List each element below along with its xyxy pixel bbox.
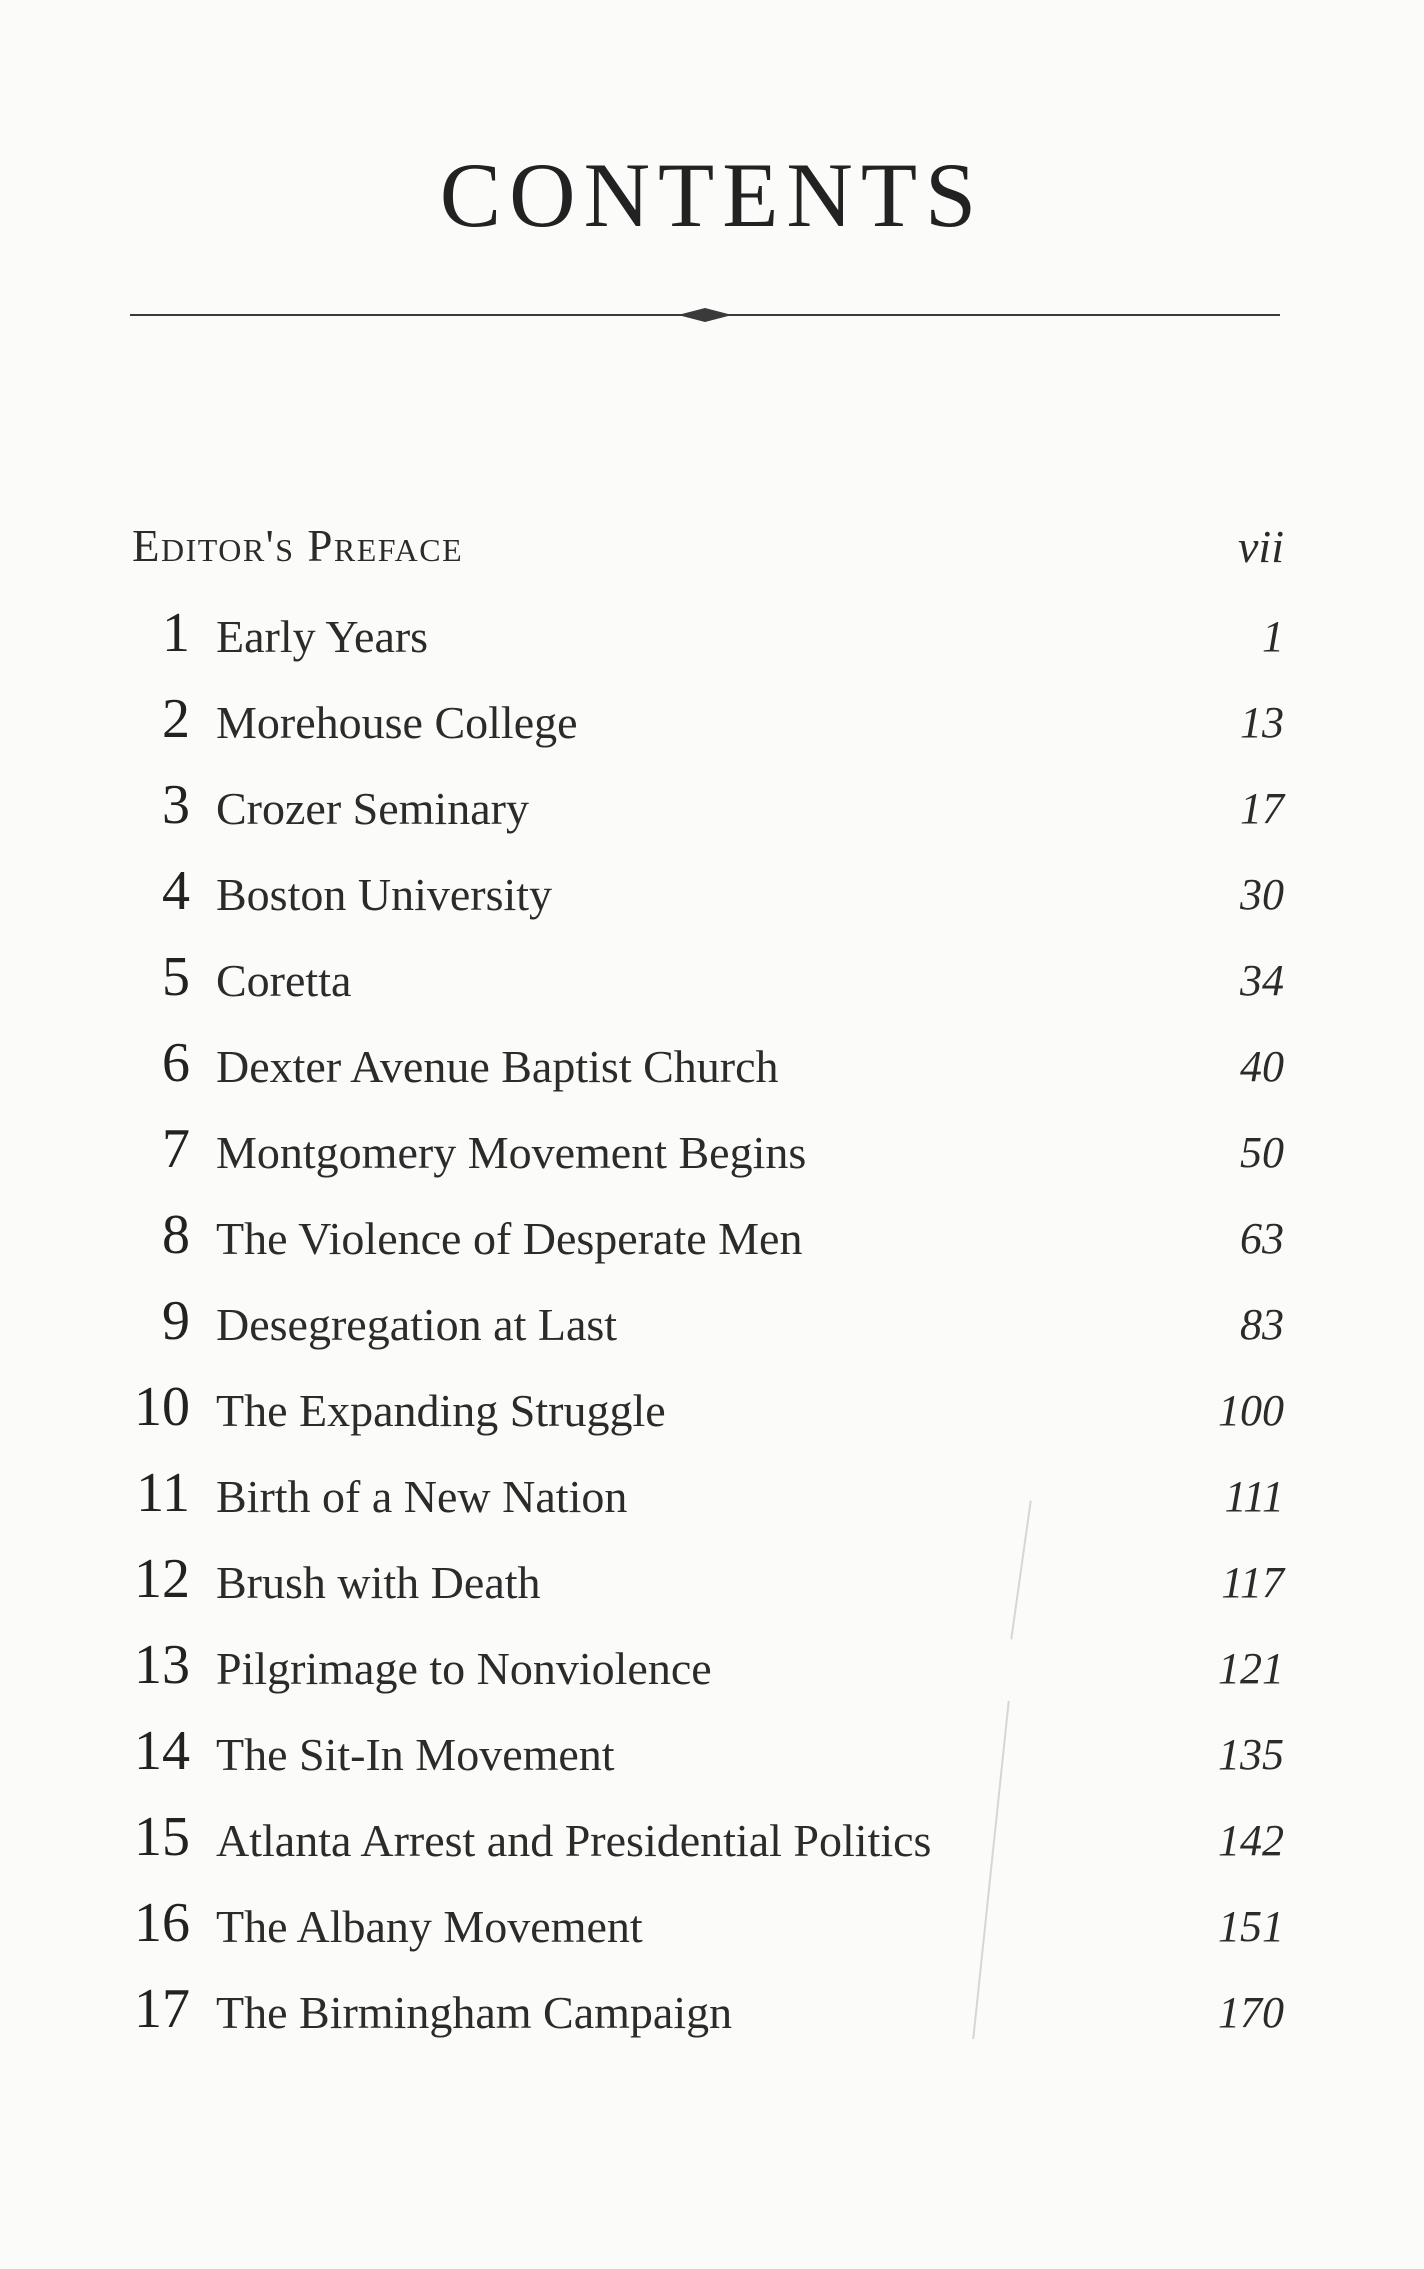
chapter-title: Montgomery Movement Begins <box>216 1127 807 1178</box>
chapter-number: 7 <box>162 1118 190 1180</box>
chapter-page-number: 40 <box>1240 1042 1284 1091</box>
chapter-page-number: 151 <box>1218 1902 1284 1951</box>
chapter-title: Desegregation at Last <box>216 1299 618 1350</box>
toc-chapter-entry[interactable] <box>120 1804 1284 1874</box>
chapter-title: The Albany Movement <box>216 1901 643 1952</box>
toc-preface-entry[interactable] <box>132 520 1284 580</box>
chapter-title: The Expanding Struggle <box>216 1385 666 1436</box>
chapter-number: 1 <box>162 602 190 664</box>
ornamental-rule <box>130 308 1280 322</box>
chapter-title: The Birmingham Campaign <box>216 1987 733 2038</box>
chapter-title: Crozer Seminary <box>216 783 529 834</box>
toc-chapter-entry[interactable] <box>120 858 1284 928</box>
chapter-title: Boston University <box>216 869 553 920</box>
chapter-title: The Sit-In Movement <box>216 1729 615 1780</box>
chapter-number: 8 <box>162 1204 190 1266</box>
diamond-rule-icon <box>130 308 1280 322</box>
chapter-title: Early Years <box>216 611 429 662</box>
chapter-page-number: 142 <box>1218 1816 1284 1865</box>
chapter-title: Morehouse College <box>216 697 578 748</box>
chapter-title: Birth of a New Nation <box>216 1471 628 1522</box>
chapter-page-number: 50 <box>1240 1128 1284 1177</box>
toc-chapter-entry[interactable] <box>120 944 1284 1014</box>
chapter-page-number: 121 <box>1218 1644 1284 1693</box>
chapter-page-number: 30 <box>1240 870 1284 919</box>
chapter-title: The Violence of Desperate Men <box>216 1213 803 1264</box>
toc-chapter-entry[interactable] <box>120 1546 1284 1616</box>
chapter-page-number: 13 <box>1240 698 1284 747</box>
chapter-number: 17 <box>134 1978 190 2040</box>
chapter-page-number: 100 <box>1218 1386 1284 1435</box>
preface-label: Editor's Preface <box>132 521 464 571</box>
chapter-number: 16 <box>134 1892 190 1954</box>
chapter-number: 11 <box>136 1462 190 1524</box>
chapter-number: 14 <box>134 1720 190 1782</box>
chapter-page-number: 63 <box>1240 1214 1284 1263</box>
chapter-title: Pilgrimage to Nonviolence <box>216 1643 712 1694</box>
preface-page-number: vii <box>1238 521 1284 572</box>
toc-chapter-entry[interactable] <box>120 1632 1284 1702</box>
toc-chapter-entry[interactable] <box>120 1288 1284 1358</box>
toc-chapter-entry[interactable] <box>120 1030 1284 1100</box>
toc-chapter-entry[interactable] <box>120 1890 1284 1960</box>
chapter-number: 9 <box>162 1290 190 1352</box>
toc-chapter-entry[interactable] <box>120 686 1284 756</box>
chapter-number: 15 <box>134 1806 190 1868</box>
toc-chapter-entry[interactable] <box>120 1374 1284 1444</box>
chapter-page-number: 135 <box>1218 1730 1284 1779</box>
chapter-title: Brush with Death <box>216 1557 541 1608</box>
chapter-number: 12 <box>134 1548 190 1610</box>
chapter-number: 13 <box>134 1634 190 1696</box>
chapter-page-number: 17 <box>1240 784 1284 833</box>
chapter-page-number: 1 <box>1262 612 1284 661</box>
chapter-title: Coretta <box>216 955 352 1006</box>
chapter-page-number: 34 <box>1240 956 1284 1005</box>
chapter-number: 6 <box>162 1032 190 1094</box>
toc-chapter-entry[interactable] <box>120 1718 1284 1788</box>
page-title: CONTENTS <box>439 144 985 246</box>
chapter-page-number: 117 <box>1221 1558 1284 1607</box>
chapter-page-number: 111 <box>1224 1472 1284 1521</box>
toc-chapter-entry[interactable] <box>120 772 1284 842</box>
toc-chapter-entry[interactable] <box>120 1460 1284 1530</box>
toc-chapter-entry[interactable] <box>120 600 1284 670</box>
chapter-number: 3 <box>162 774 190 836</box>
chapter-number: 5 <box>162 946 190 1008</box>
chapter-number: 10 <box>134 1376 190 1438</box>
toc-chapter-entry[interactable] <box>120 1116 1284 1186</box>
chapter-page-number: 83 <box>1240 1300 1284 1349</box>
toc-chapter-entry[interactable] <box>120 1976 1284 2046</box>
chapter-title: Dexter Avenue Baptist Church <box>216 1041 779 1092</box>
chapter-number: 2 <box>162 688 190 750</box>
chapter-title: Atlanta Arrest and Presidential Politics <box>216 1815 932 1866</box>
chapter-page-number: 170 <box>1218 1988 1284 2037</box>
chapter-number: 4 <box>162 860 190 922</box>
toc-chapter-entry[interactable] <box>120 1202 1284 1272</box>
